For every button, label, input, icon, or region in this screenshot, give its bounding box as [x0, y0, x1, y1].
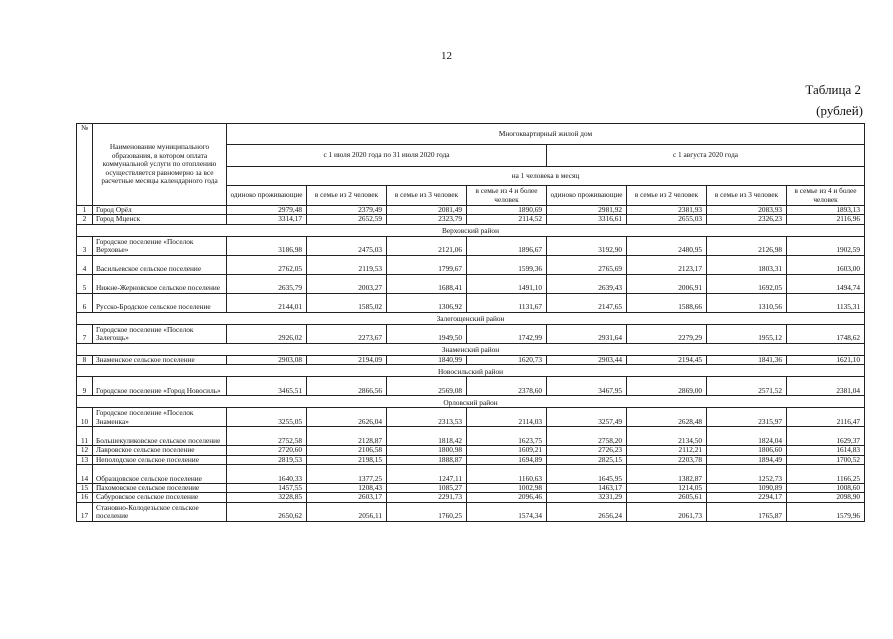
row-name: Городское поселение «Поселок Залегощь»	[93, 324, 227, 343]
row-value: 1621,10	[787, 355, 865, 364]
row-name: Образцовское сельское поселение	[93, 465, 227, 484]
row-value: 1085,27	[387, 484, 467, 493]
district-name: Орловский район	[77, 396, 865, 408]
row-value: 1002,98	[467, 484, 547, 493]
row-value: 2203,78	[627, 455, 707, 464]
row-value: 1640,33	[227, 465, 307, 484]
row-value: 2116,47	[787, 408, 865, 427]
district-row	[77, 224, 865, 236]
row-value: 1306,92	[387, 293, 467, 312]
row-value: 2652,59	[307, 215, 387, 224]
row-name: Васильевское сельское поселение	[93, 255, 227, 274]
table-row	[77, 446, 865, 455]
row-value: 1694,89	[467, 455, 547, 464]
row-value: 3186,98	[227, 236, 307, 255]
table-row	[77, 377, 865, 396]
row-number: 10	[77, 408, 93, 427]
row-value: 1463,17	[547, 484, 627, 493]
row-value: 2605,61	[627, 493, 707, 502]
table-row	[77, 408, 865, 427]
row-value: 1585,02	[307, 293, 387, 312]
row-value: 1614,83	[787, 446, 865, 455]
row-value: 2626,04	[307, 408, 387, 427]
row-number: 8	[77, 355, 93, 364]
row-value: 1579,96	[787, 502, 865, 521]
row-value: 2121,06	[387, 236, 467, 255]
row-value: 1841,36	[707, 355, 787, 364]
row-value: 1310,56	[707, 293, 787, 312]
row-value: 1457,55	[227, 484, 307, 493]
row-value: 1688,41	[387, 274, 467, 293]
district-name: Новосильский район	[77, 365, 865, 377]
row-name: Город Орёл	[93, 206, 227, 215]
row-value: 2979,48	[227, 206, 307, 215]
table-row	[77, 206, 865, 215]
row-value: 1748,62	[787, 324, 865, 343]
table-unit: (рублей)	[816, 103, 863, 118]
row-value: 1800,98	[387, 446, 467, 455]
row-value: 2603,17	[307, 493, 387, 502]
row-value: 2650,62	[227, 502, 307, 521]
row-value: 1893,13	[787, 206, 865, 215]
row-value: 2119,53	[307, 255, 387, 274]
row-value: 1803,31	[707, 255, 787, 274]
row-value: 2571,52	[707, 377, 787, 396]
row-value: 1955,12	[707, 324, 787, 343]
row-value: 1623,75	[467, 427, 547, 446]
row-value: 1806,60	[707, 446, 787, 455]
district-row	[77, 396, 865, 408]
row-value: 2147,65	[547, 293, 627, 312]
row-value: 2123,17	[627, 255, 707, 274]
header-group: Многоквартирный жилой дом	[227, 124, 865, 145]
row-value: 2326,23	[707, 215, 787, 224]
row-value: 1208,43	[307, 484, 387, 493]
row-value: 2381,04	[787, 377, 865, 396]
row-name: Большекуликовское сельское поселение	[93, 427, 227, 446]
row-value: 2635,79	[227, 274, 307, 293]
row-value: 1588,66	[627, 293, 707, 312]
header-period-2: с 1 августа 2020 года	[547, 145, 865, 167]
row-value: 2134,50	[627, 427, 707, 446]
table-row	[77, 236, 865, 255]
row-value: 1377,25	[307, 465, 387, 484]
row-value: 3231,29	[547, 493, 627, 502]
row-value: 2480,95	[627, 236, 707, 255]
row-value: 3465,51	[227, 377, 307, 396]
row-value: 3192,90	[547, 236, 627, 255]
row-value: 2083,93	[707, 206, 787, 215]
table-row	[77, 465, 865, 484]
row-value: 2313,53	[387, 408, 467, 427]
row-number: 14	[77, 465, 93, 484]
row-value: 2379,49	[307, 206, 387, 215]
row-number: 11	[77, 427, 93, 446]
row-value: 1888,87	[387, 455, 467, 464]
row-value: 2323,79	[387, 215, 467, 224]
row-value: 1799,67	[387, 255, 467, 274]
row-value: 2096,46	[467, 493, 547, 502]
row-name: Лавровское сельское поселение	[93, 446, 227, 455]
row-number: 17	[77, 502, 93, 521]
row-value: 2569,08	[387, 377, 467, 396]
tariff-table	[76, 123, 865, 522]
row-value: 2819,53	[227, 455, 307, 464]
header-col: в семье из 2 человек	[627, 186, 707, 206]
row-value: 2081,49	[387, 206, 467, 215]
row-value: 1603,00	[787, 255, 865, 274]
row-name: Городское поселение «Город Новосиль»	[93, 377, 227, 396]
row-value: 1894,49	[707, 455, 787, 464]
row-value: 2656,24	[547, 502, 627, 521]
row-value: 2825,15	[547, 455, 627, 464]
row-value: 1645,95	[547, 465, 627, 484]
row-number: 13	[77, 455, 93, 464]
row-value: 1214,05	[627, 484, 707, 493]
row-number: 12	[77, 446, 93, 455]
row-value: 2765,69	[547, 255, 627, 274]
row-value: 1166,25	[787, 465, 865, 484]
row-value: 1609,21	[467, 446, 547, 455]
district-name: Залегощенский район	[77, 312, 865, 324]
row-value: 1700,52	[787, 455, 865, 464]
row-name: Нижне-Жерновское сельское поселение	[93, 274, 227, 293]
row-value: 2112,21	[627, 446, 707, 455]
row-value: 1491,10	[467, 274, 547, 293]
row-name: Знаменское сельское поселение	[93, 355, 227, 364]
row-value: 2378,60	[467, 377, 547, 396]
row-value: 1949,50	[387, 324, 467, 343]
row-name: Становно-Колодезьское сельское поселение	[93, 502, 227, 521]
row-value: 2903,08	[227, 355, 307, 364]
row-value: 1599,36	[467, 255, 547, 274]
row-value: 3255,05	[227, 408, 307, 427]
row-name: Городское поселение «Поселок Верховье»	[93, 236, 227, 255]
row-value: 2198,15	[307, 455, 387, 464]
row-value: 2475,03	[307, 236, 387, 255]
row-value: 2639,43	[547, 274, 627, 293]
row-name: Пахомовское сельское поселение	[93, 484, 227, 493]
row-number: 15	[77, 484, 93, 493]
district-row	[77, 343, 865, 355]
row-value: 2273,67	[307, 324, 387, 343]
row-value: 2128,87	[307, 427, 387, 446]
row-value: 2903,44	[547, 355, 627, 364]
row-value: 1090,89	[707, 484, 787, 493]
header-col: одиноко проживающие	[227, 186, 307, 206]
header-col: в семье из 3 человек	[387, 186, 467, 206]
header-col: в семье из 3 человек	[707, 186, 787, 206]
row-value: 2061,73	[627, 502, 707, 521]
table-row	[77, 355, 865, 364]
row-value: 2056,11	[307, 502, 387, 521]
row-value: 2752,58	[227, 427, 307, 446]
row-value: 1818,42	[387, 427, 467, 446]
header-per-person: на 1 человека в месяц	[227, 167, 865, 186]
row-value: 1902,59	[787, 236, 865, 255]
row-number: 7	[77, 324, 93, 343]
row-value: 1742,99	[467, 324, 547, 343]
row-value: 2381,93	[627, 206, 707, 215]
row-value: 2291,73	[387, 493, 467, 502]
row-value: 2926,02	[227, 324, 307, 343]
row-value: 1629,37	[787, 427, 865, 446]
row-value: 1247,11	[387, 465, 467, 484]
row-value: 1824,04	[707, 427, 787, 446]
row-value: 1008,60	[787, 484, 865, 493]
table-row	[77, 455, 865, 464]
row-value: 2869,00	[627, 377, 707, 396]
row-number: 3	[77, 236, 93, 255]
table-body	[77, 206, 865, 522]
row-value: 1135,31	[787, 293, 865, 312]
row-value: 2126,98	[707, 236, 787, 255]
row-value: 3314,17	[227, 215, 307, 224]
row-value: 2194,45	[627, 355, 707, 364]
row-value: 1494,74	[787, 274, 865, 293]
header-name: Наименование муниципального образования, в котором оплата коммунальной услуги по отоплению осуществляется равномерно за все расчетные месяцы календарного года	[93, 124, 227, 206]
row-value: 2726,23	[547, 446, 627, 455]
table-row	[77, 255, 865, 274]
row-value: 1760,25	[387, 502, 467, 521]
district-row	[77, 312, 865, 324]
row-number: 9	[77, 377, 93, 396]
row-value: 2981,92	[547, 206, 627, 215]
row-value: 1131,67	[467, 293, 547, 312]
row-value: 2720,60	[227, 446, 307, 455]
row-number: 6	[77, 293, 93, 312]
header-no: №	[77, 124, 93, 206]
row-value: 3257,49	[547, 408, 627, 427]
row-value: 2106,58	[307, 446, 387, 455]
row-value: 2144,01	[227, 293, 307, 312]
district-row	[77, 365, 865, 377]
row-value: 3467,95	[547, 377, 627, 396]
row-number: 4	[77, 255, 93, 274]
row-value: 2758,20	[547, 427, 627, 446]
row-number: 2	[77, 215, 93, 224]
row-value: 1896,67	[467, 236, 547, 255]
row-value: 1620,73	[467, 355, 547, 364]
row-value: 1765,87	[707, 502, 787, 521]
row-value: 2116,96	[787, 215, 865, 224]
row-name: Русско-Бродское сельское поселение	[93, 293, 227, 312]
table-row	[77, 274, 865, 293]
header-col: в семье из 4 и более человек	[467, 186, 547, 206]
table-row	[77, 324, 865, 343]
row-value: 1160,63	[467, 465, 547, 484]
row-value: 2114,52	[467, 215, 547, 224]
row-value: 1890,69	[467, 206, 547, 215]
row-value: 2931,64	[547, 324, 627, 343]
table-row	[77, 293, 865, 312]
row-value: 1382,87	[627, 465, 707, 484]
row-value: 2114,03	[467, 408, 547, 427]
table-row	[77, 493, 865, 502]
header-period-1: с 1 июля 2020 года по 31 июля 2020 года	[227, 145, 547, 167]
row-value: 1840,99	[387, 355, 467, 364]
row-value: 2279,29	[627, 324, 707, 343]
row-number: 1	[77, 206, 93, 215]
row-value: 1252,73	[707, 465, 787, 484]
header-col: одиноко проживающие	[547, 186, 627, 206]
district-name: Знаменский район	[77, 343, 865, 355]
header-col: в семье из 4 и более человек	[787, 186, 865, 206]
row-value: 2762,05	[227, 255, 307, 274]
row-value: 3228,85	[227, 493, 307, 502]
row-number: 5	[77, 274, 93, 293]
row-name: Город Мценск	[93, 215, 227, 224]
row-name: Неполодское сельское поселение	[93, 455, 227, 464]
page-number: 12	[441, 50, 452, 62]
row-value: 2294,17	[707, 493, 787, 502]
row-number: 16	[77, 493, 93, 502]
row-value: 1574,34	[467, 502, 547, 521]
header-col: в семье из 2 человек	[307, 186, 387, 206]
row-value: 2006,91	[627, 274, 707, 293]
row-value: 2003,27	[307, 274, 387, 293]
table-row	[77, 502, 865, 521]
table-row	[77, 484, 865, 493]
row-value: 2315,97	[707, 408, 787, 427]
row-name: Городское поселение «Поселок Знаменка»	[93, 408, 227, 427]
row-value: 2194,09	[307, 355, 387, 364]
row-value: 2098,90	[787, 493, 865, 502]
row-value: 3316,61	[547, 215, 627, 224]
row-value: 2866,56	[307, 377, 387, 396]
row-name: Сабуровское сельское поселение	[93, 493, 227, 502]
table-row	[77, 427, 865, 446]
row-value: 2628,48	[627, 408, 707, 427]
district-name: Верховский район	[77, 224, 865, 236]
table-title: Таблица 2	[805, 82, 861, 97]
row-value: 1692,05	[707, 274, 787, 293]
table-row	[77, 215, 865, 224]
row-value: 2655,03	[627, 215, 707, 224]
